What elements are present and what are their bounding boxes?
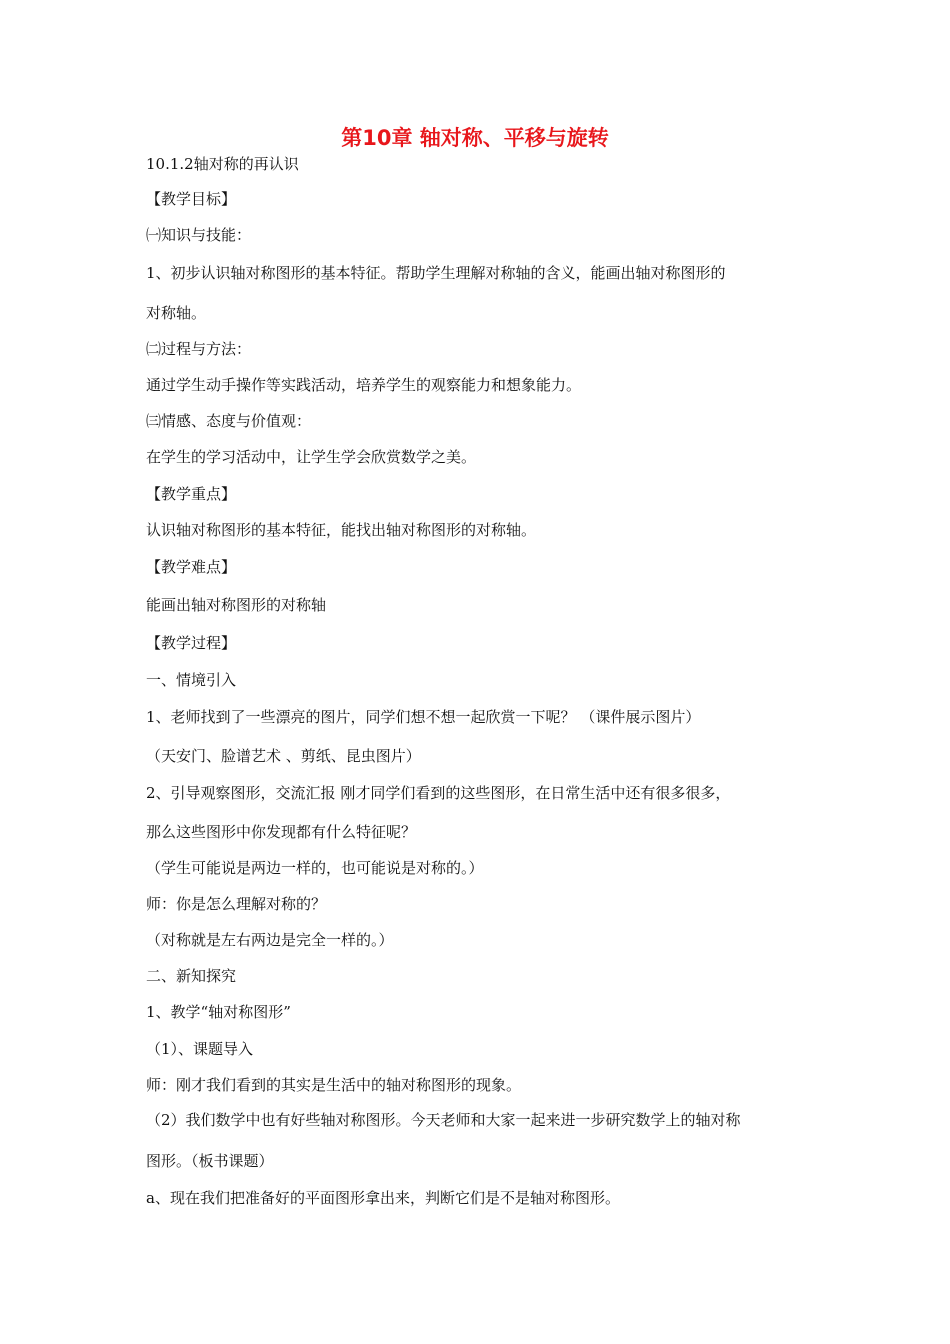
teaching-process-heading: 【教学过程】 bbox=[146, 634, 237, 652]
difficulties-heading: 【教学难点】 bbox=[146, 558, 237, 576]
paragraph-line: （1）、课题导入 bbox=[146, 1040, 254, 1058]
paragraph-line: 能画出轴对称图形的对称轴 bbox=[146, 596, 327, 614]
paragraph-line: 图形。（板书课题） bbox=[146, 1152, 274, 1170]
paragraph-line: 1、老师找到了一些漂亮的图片，同学们想不想一起欣赏一下呢？ （课件展示图片） bbox=[146, 708, 701, 726]
paragraph-line: （对称就是左右两边是完全一样的。） bbox=[146, 931, 394, 949]
paragraph-line: 在学生的学习活动中，让学生学会欣赏数学之美。 bbox=[146, 448, 477, 466]
paragraph-line: a、现在我们把准备好的平面图形拿出来，判断它们是不是轴对称图形。 bbox=[146, 1189, 620, 1207]
paragraph-line: 认识轴对称图形的基本特征，能找出轴对称图形的对称轴。 bbox=[146, 521, 537, 539]
section-heading: 10.1.2轴对称的再认识 bbox=[146, 155, 299, 173]
paragraph-line: 那么这些图形中你发现都有什么特征呢？ bbox=[146, 823, 417, 841]
knowledge-skills-heading: ㈠知识与技能： bbox=[146, 226, 252, 244]
paragraph-line: 2、引导观察图形，交流汇报 刚才同学们看到的这些图形，在日常生活中还有很多很多， bbox=[146, 784, 731, 802]
paragraph-line: 1、初步认识轴对称图形的基本特征。帮助学生理解对称轴的含义，能画出轴对称图形的 bbox=[146, 264, 726, 282]
chapter-title: 第10章 轴对称、平移与旋转 bbox=[341, 126, 609, 150]
paragraph-line: 通过学生动手操作等实践活动，培养学生的观察能力和想象能力。 bbox=[146, 376, 582, 394]
key-points-heading: 【教学重点】 bbox=[146, 485, 237, 503]
process-method-heading: ㈡过程与方法： bbox=[146, 340, 252, 358]
paragraph-line: （学生可能说是两边一样的，也可能说是对称的。） bbox=[146, 859, 484, 877]
subsection-heading: 一、情境引入 bbox=[146, 671, 237, 689]
paragraph-line: 师：你是怎么理解对称的？ bbox=[146, 895, 327, 913]
paragraph-line: 对称轴。 bbox=[146, 304, 207, 322]
subsection-heading: 二、新知探究 bbox=[146, 967, 237, 985]
paragraph-line: （天安门、脸谱艺术 、剪纸、昆虫图片） bbox=[146, 747, 421, 765]
emotion-values-heading: ㈢情感、态度与价值观： bbox=[146, 412, 312, 430]
teaching-goals-heading: 【教学目标】 bbox=[146, 190, 237, 208]
paragraph-line: （2）我们数学中也有好些轴对称图形。今天老师和大家一起来进一步研究数学上的轴对称 bbox=[146, 1111, 741, 1129]
paragraph-line: 师：刚才我们看到的其实是生活中的轴对称图形的现象。 bbox=[146, 1076, 522, 1094]
paragraph-line: 1、教学“轴对称图形” bbox=[146, 1003, 291, 1021]
